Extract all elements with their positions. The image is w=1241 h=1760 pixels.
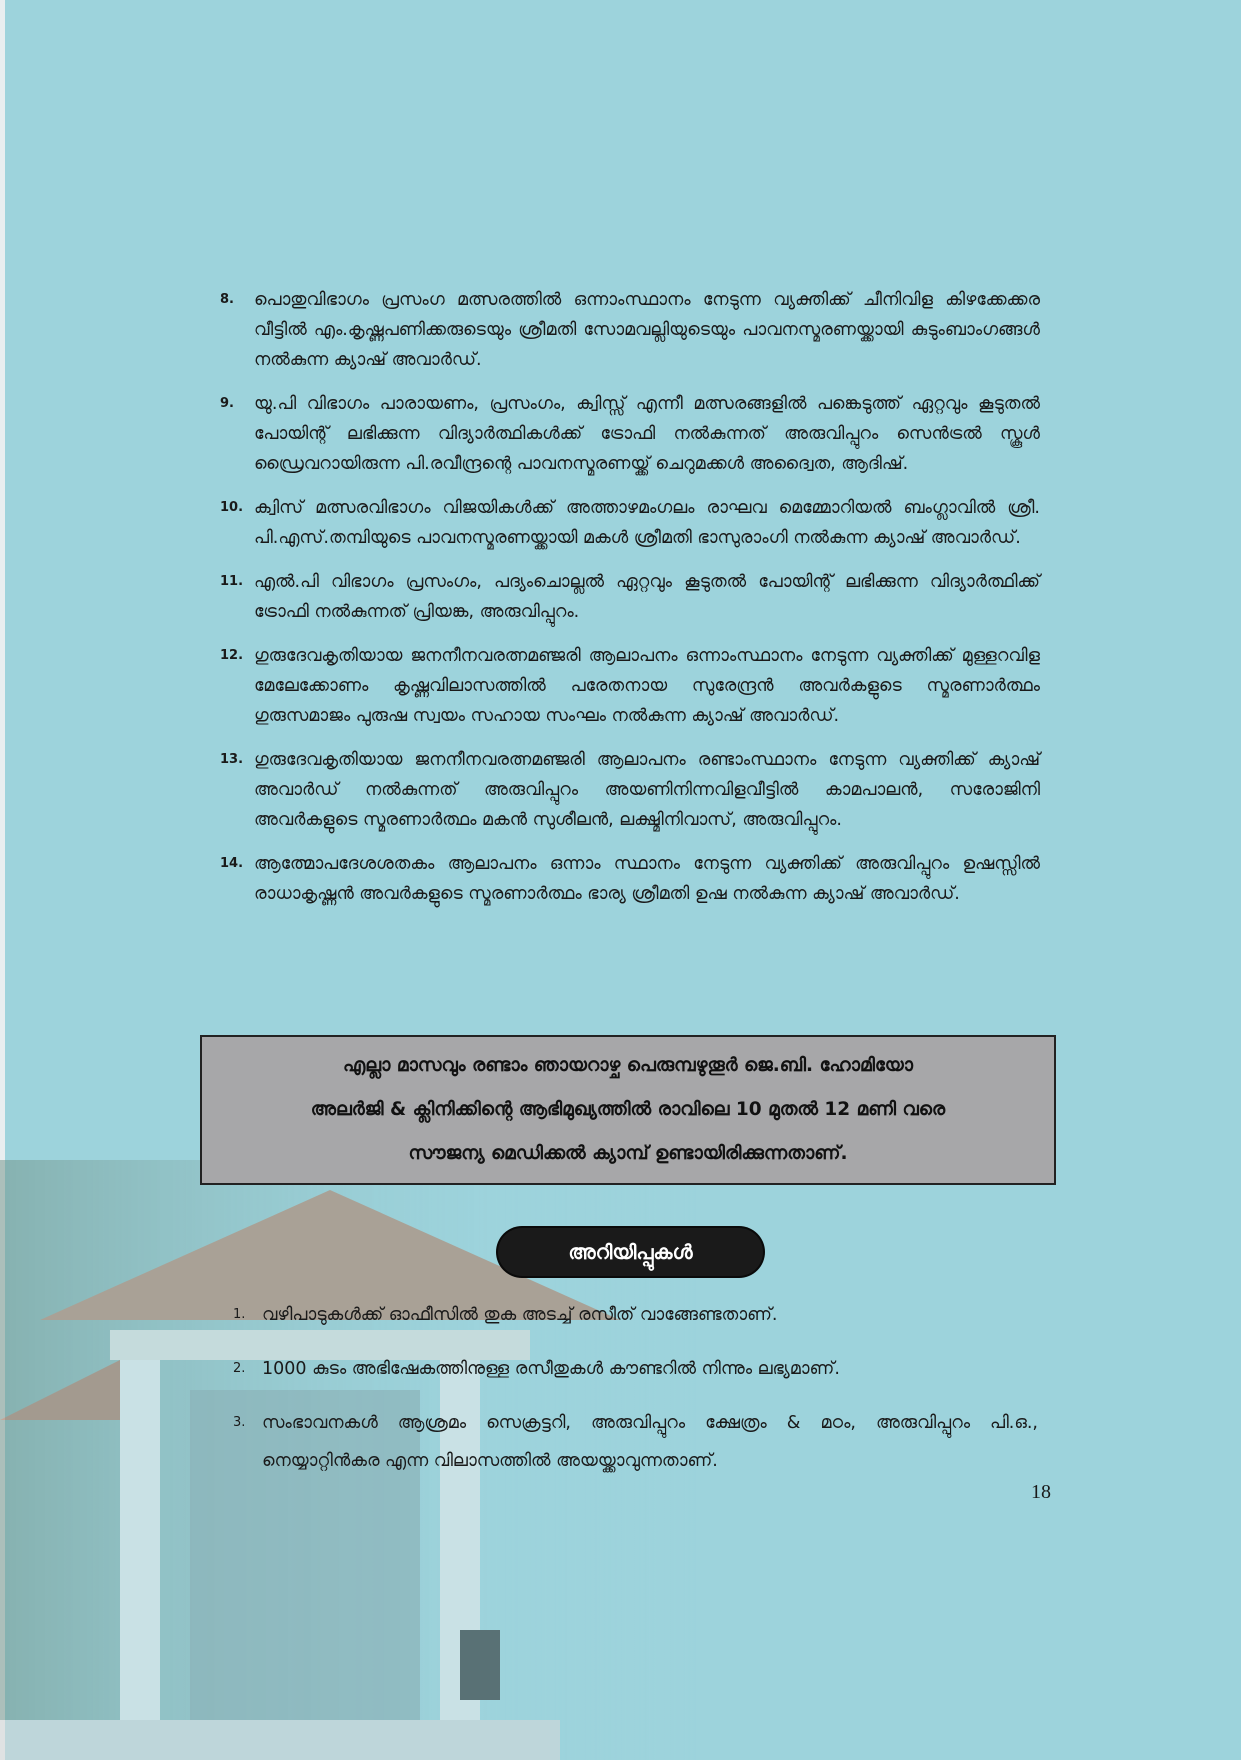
notice-line-1: എല്ലാ മാസവും രണ്ടാം ഞായറാഴ്ച പെരുമ്പഴുതൂർ ജെ.ബി. ഹോമിയോ (342, 1055, 914, 1076)
award-item (220, 389, 1040, 479)
notice-item (228, 1350, 1038, 1388)
awards-section (220, 285, 1040, 923)
notice-number: 2. (233, 1361, 246, 1376)
award-number: 9. (220, 396, 234, 411)
award-item (220, 641, 1040, 731)
notice-text: സംഭാവനകൾ ആശ്രമം സെക്രട്ടറി, അരുവിപ്പുറം ക്ഷേത്രം & മഠം, അരുവിപ്പുറം പി.ഒ., നെയ്യാറ്റിൻകര എന്ന വിലാസത്തിൽ അയയ്ക്കാവുന്നതാണ്. (262, 1413, 1038, 1471)
notice-number: 1. (233, 1307, 246, 1322)
award-item (220, 745, 1040, 835)
medical-camp-notice-box (200, 1035, 1056, 1185)
notice-text: 1000 കുടം അഭിഷേകത്തിനുള്ള രസീതുകൾ കൗണ്ടറിൽ നിന്നും ലഭ്യമാണ്. (262, 1359, 840, 1379)
award-text: യു.പി വിഭാഗം പാരായണം, പ്രസംഗം, ക്വിസ്സ് എന്നീ മത്സരങ്ങളിൽ പങ്കെടുത്ത് ഏറ്റവും കൂടുതൽ പോയിന്റ് ലഭിക്കുന്ന വിദ്യാർത്ഥികൾക്ക് ട്രോഫി നൽകുന്നത് അരുവിപ്പുറം സെൻട്രൽ സ്കൂൾ ഡ്രൈവറായിരുന്ന പി.രവീന്ദ്രന്റെ പാവനസ്മരണയ്ക്ക് ചെറുമക്കൾ അദ്വൈത, ആദിഷ്. (254, 394, 1040, 474)
award-item (220, 849, 1040, 909)
award-number: 8. (220, 292, 234, 307)
award-item (220, 285, 1040, 375)
award-item (220, 493, 1040, 553)
award-text: എൽ.പി വിഭാഗം പ്രസംഗം, പദ്യംചൊല്ലൽ ഏറ്റവും കൂടുതൽ പോയിന്റ് ലഭിക്കുന്ന വിദ്യാർത്ഥിക്ക് ട്രോഫി നൽകുന്നത് പ്രിയങ്ക, അരുവിപ്പുറം. (254, 572, 1040, 622)
notice-text: വഴിപാടുകൾക്ക് ഓഫീസിൽ തുക അടച്ച് രസീത് വാങ്ങേണ്ടതാണ്. (262, 1305, 778, 1325)
award-text: ഗുരുദേവകൃതിയായ ജനനീനവരത്നമഞ്ജരി ആലാപനം ഒന്നാംസ്ഥാനം നേടുന്ന വ്യക്തിക്ക് മുള്ളറവിള മേലേക്കോണം കൃഷ്ണവിലാസത്തിൽ പരേതനായ സുരേന്ദ്രൻ അവർകളുടെ സ്മരണാർത്ഥം ഗുരുസമാജം പുരുഷ സ്വയം സഹായ സംഘം നൽകുന്ന ക്യാഷ് അവാർഡ്. (254, 646, 1040, 726)
award-item (220, 567, 1040, 627)
notice-item (228, 1296, 1038, 1334)
notice-line-2: അലർജി & ക്ലിനിക്കിന്റെ ആഭിമുഖ്യത്തിൽ രാവിലെ 10 മുതൽ 12 മണി വരെ (310, 1099, 946, 1120)
section-title-pill (498, 1228, 763, 1276)
section-title: അറിയിപ്പുകൾ (568, 1240, 693, 1264)
notice-number: 3. (233, 1415, 246, 1430)
award-number: 12. (220, 648, 244, 663)
award-text: ഗുരുദേവകൃതിയായ ജനനീനവരത്നമഞ്ജരി ആലാപനം രണ്ടാംസ്ഥാനം നേടുന്ന വ്യക്തിക്ക് ക്യാഷ് അവാർഡ് നൽകുന്നത് അരുവിപ്പുറം അയണിനിന്നവിളവീട്ടിൽ കാമപാലൻ, സരോജിനി അവർകളുടെ സ്മരണാർത്ഥം മകൻ സുശീലൻ, ലക്ഷ്മിനിവാസ്, അരുവിപ്പുറം. (254, 750, 1040, 830)
award-number: 11. (220, 574, 244, 589)
award-text: ആത്മോപദേശശതകം ആലാപനം ഒന്നാം സ്ഥാനം നേടുന്ന വ്യക്തിക്ക് അരുവിപ്പുറം ഉഷസ്സിൽ രാധാകൃഷ്ണൻ അവർകളുടെ സ്മരണാർത്ഥം ഭാര്യ ശ്രീമതി ഉഷ നൽകുന്ന ക്യാഷ് അവാർഡ്. (254, 854, 1040, 904)
awards-list (220, 285, 1040, 909)
award-text: പൊതുവിഭാഗം പ്രസംഗ മത്സരത്തിൽ ഒന്നാംസ്ഥാനം നേടുന്ന വ്യക്തിക്ക് ചീനിവിള കിഴക്കേക്കര വീട്ടിൽ എം.കൃഷ്ണപണിക്കരുടെയും ശ്രീമതി സോമവല്ലിയുടെയും പാവനസ്മരണയ്ക്കായി കുടുംബാംഗങ്ങൾ നൽകുന്ന ക്യാഷ് അവാർഡ്. (254, 290, 1040, 370)
page-number: 18 (1031, 1481, 1051, 1503)
award-number: 13. (220, 752, 244, 767)
notices-list (228, 1296, 1038, 1496)
notice-line-3: സൗജന്യ മെഡിക്കൽ ക്യാമ്പ് ഉണ്ടായിരിക്കുന്നതാണ്. (408, 1143, 848, 1164)
notice-item (228, 1404, 1038, 1480)
award-number: 14. (220, 856, 244, 871)
award-number: 10. (220, 500, 244, 515)
award-text: ക്വിസ് മത്സരവിഭാഗം വിജയികൾക്ക് അത്താഴമംഗലം രാഘവ മെമ്മോറിയൽ ബംഗ്ലാവിൽ ശ്രീ. പി.എസ്.തമ്പിയുടെ പാവനസ്മരണയ്ക്കായി മകൾ ശ്രീമതി ഭാസുരാംഗി നൽകുന്ന ക്യാഷ് അവാർഡ്. (254, 498, 1040, 548)
